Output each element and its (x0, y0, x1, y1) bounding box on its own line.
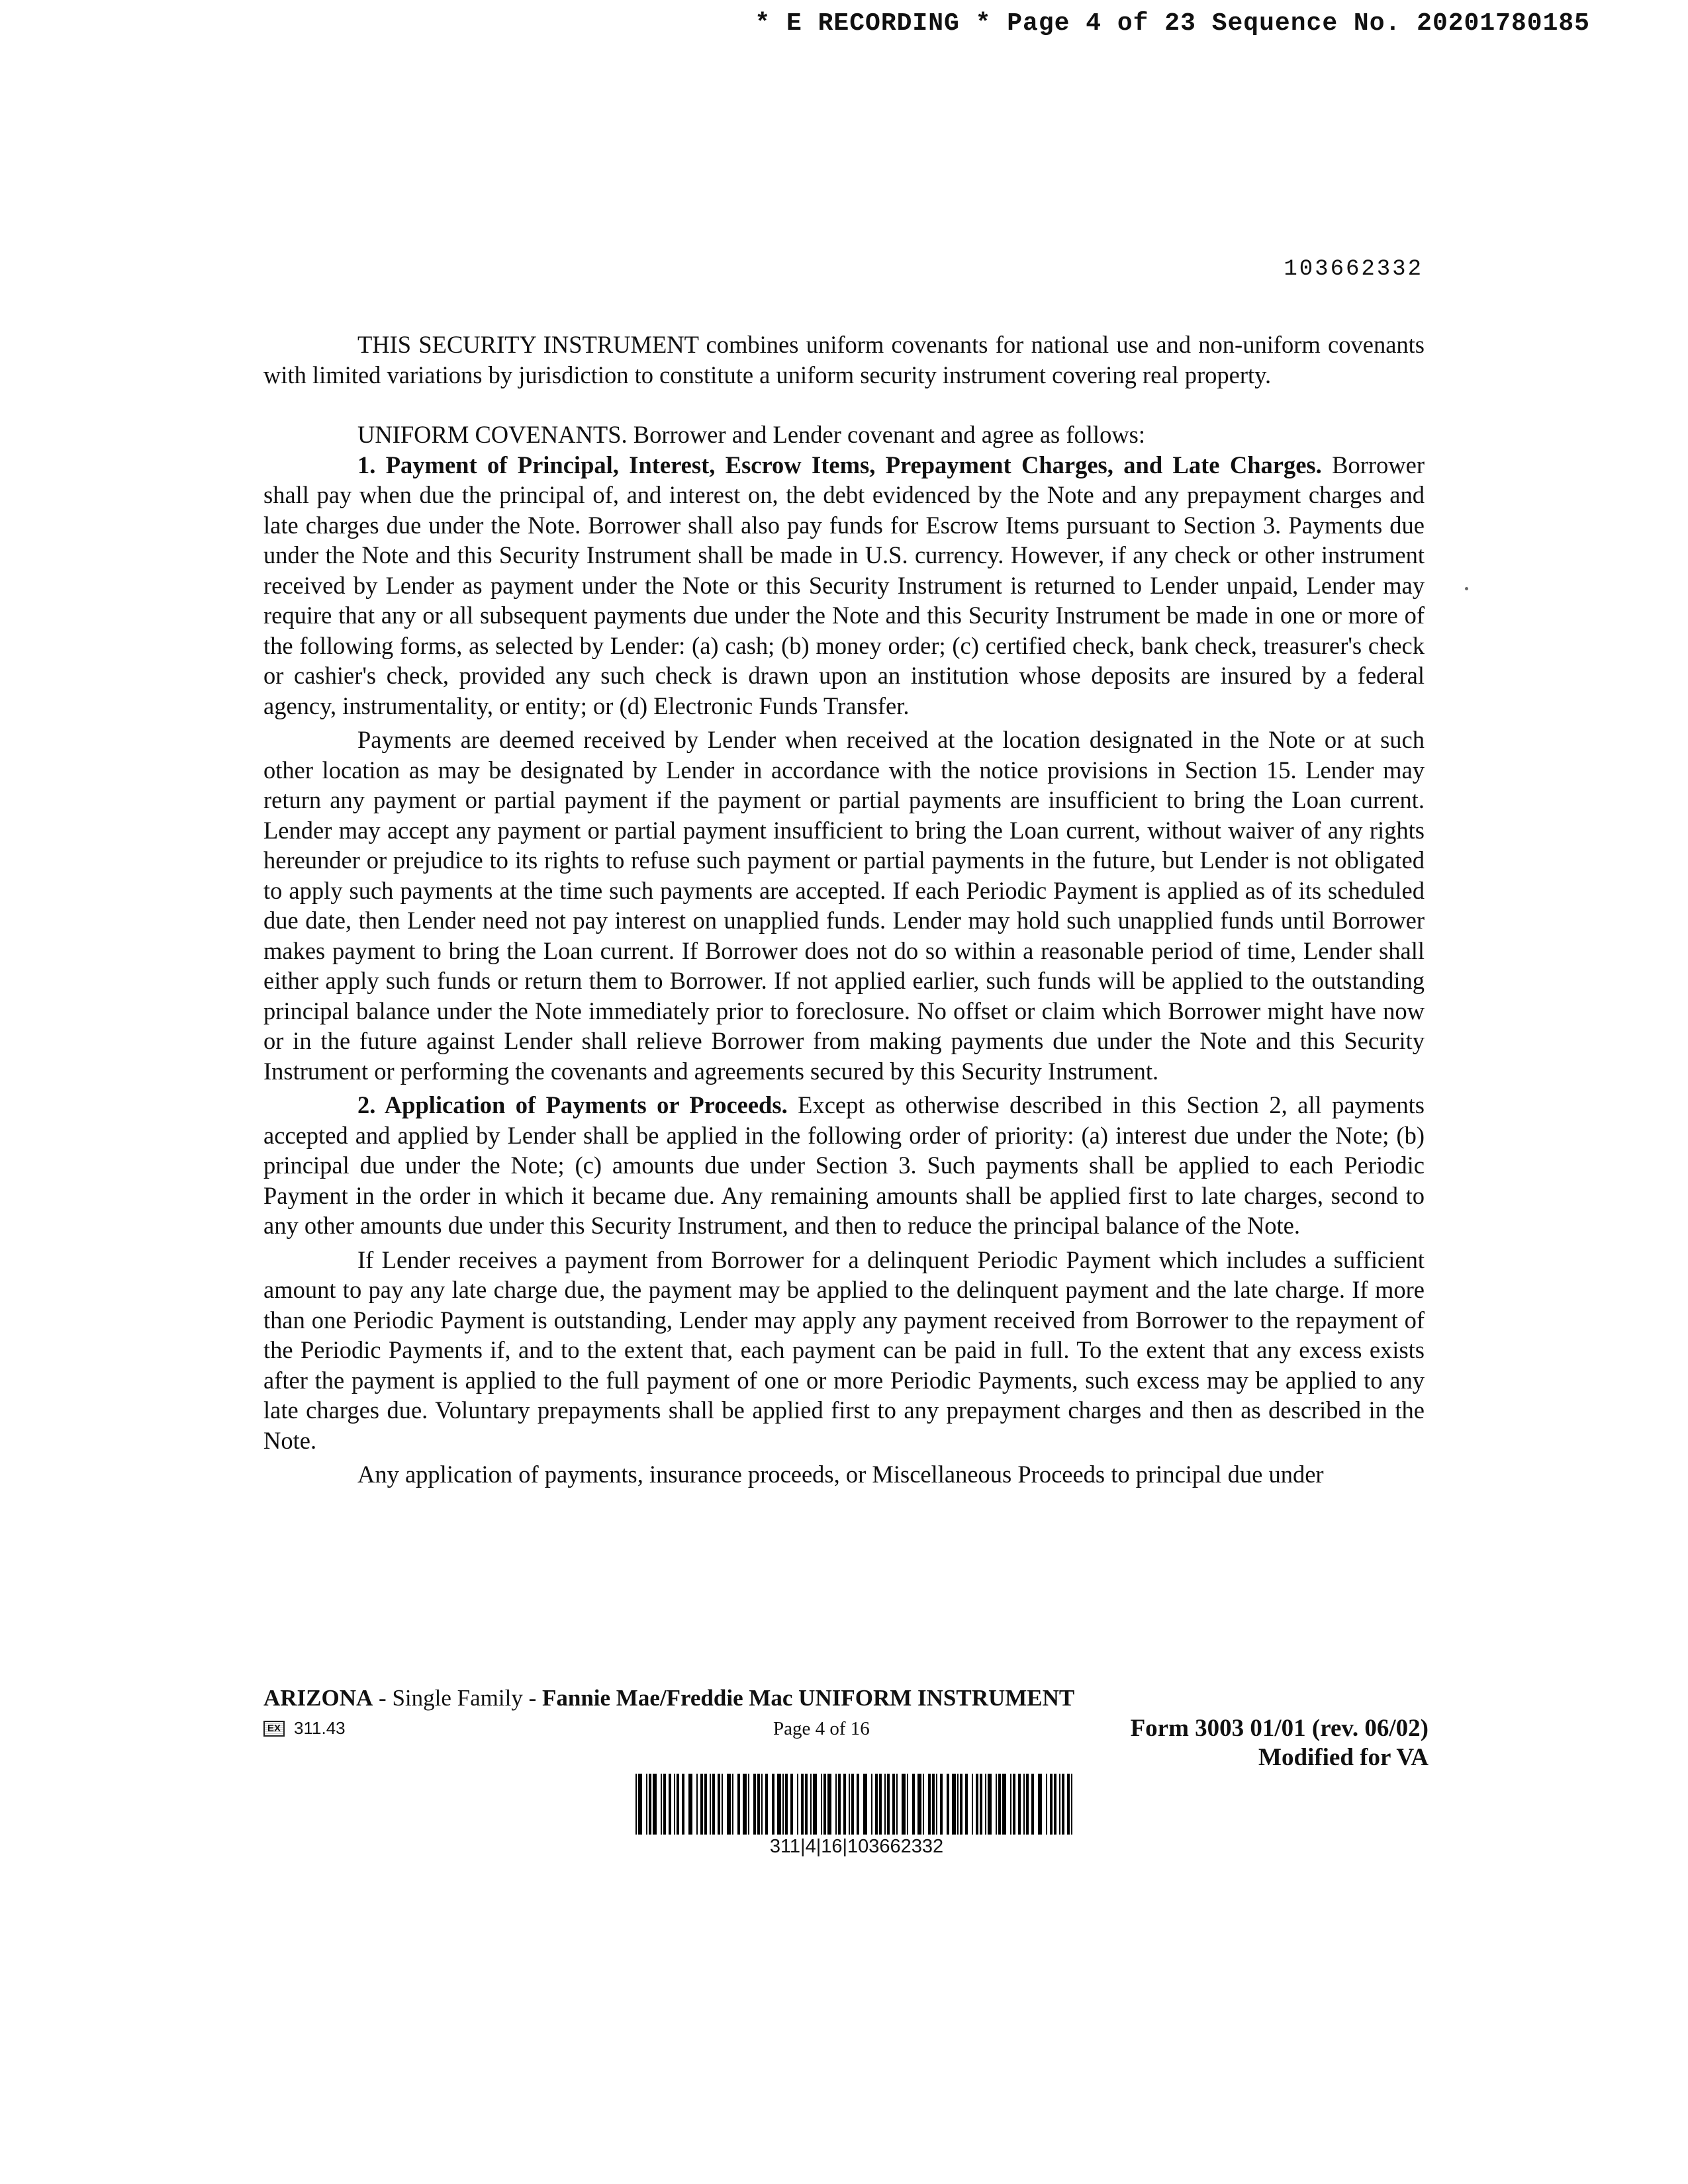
section-1-heading: 1. Payment of Principal, Interest, Escrow Items, Prepayment Charges, and Late Charges. (357, 451, 1322, 478)
section-2-paragraph (263, 1090, 1425, 1241)
section-2-heading: 2. Application of Payments or Proceeds. (357, 1091, 788, 1118)
document-body (263, 330, 1425, 1490)
barcode-block (634, 1774, 1079, 1858)
footer-separator: - Single Family - (373, 1685, 542, 1711)
barcode (634, 1774, 1079, 1835)
doc-code (263, 1718, 346, 1739)
footer-meta (263, 1714, 1429, 1743)
uniform-covenants-paragraph: UNIFORM COVENANTS. Borrower and Lender covenant and agree as follows: (357, 421, 1146, 448)
form-footer (263, 1685, 1429, 1772)
page-number: Page 4 of 16 (773, 1718, 870, 1739)
footer-state: ARIZONA (263, 1685, 373, 1711)
loan-number: 103662332 (1284, 257, 1423, 282)
doc-code-number: 311.43 (294, 1718, 346, 1738)
section-1-paragraph-2: Payments are deemed received by Lender when received at the location designated in the Note or at such other location as may be designated by Lender in accordance with the notice provisions in Section 15. Lender may return any payment or partial payment if the payment or partial payments are insufficient to bring the Loan current. Lender may accept any payment or partial payment insufficient to bring the Loan current, without waiver of any rights hereunder or prejudice to its rights to refuse such payment or partial payments in the future, but Lender is not obligated to apply such payments at the time such payments are accepted. If each Periodic Payment is applied as of its scheduled due date, then Lender need not pay interest on unapplied funds. Lender may hold such unapplied funds until Borrower makes payment to bring the Loan current. If Borrower does not do so within a reasonable period of time, Lender shall either apply such funds or return them to Borrower. If not applied earlier, such funds will be applied to the outstanding principal balance under the Note immediately prior to foreclosure. No offset or claim which Borrower might have now or in the future against Lender shall relieve Borrower from making payments due under the Note and this Security Instrument or performing the covenants and agreements secured by this Security Instrument. (263, 726, 1425, 1085)
section-2-paragraph-3: Any application of payments, insurance proceeds, or Miscellaneous Proceeds to principal due under (357, 1461, 1324, 1488)
footer-instrument: Fannie Mae/Freddie Mac UNIFORM INSTRUMENT (541, 1685, 1075, 1711)
scan-speck (1465, 587, 1468, 590)
footer-title (263, 1685, 1429, 1711)
section-1-text: Borrower shall pay when due the principal of, and interest on, the debt evidenced by the Note and any prepayment charges and late charges due under the Note. Borrower shall also pay funds for Escrow Items pursuant to Section 3. Payments due under the Note and this Security Instrument shall be made in U.S. currency. However, if any check or other instrument received by Lender as payment under the Note or this Security Instrument is returned to Lender unpaid, Lender may require that any or all subsequent payments due under the Note and this Security Instrument be made in one or more of the following forms, as selected by Lender: (a) cash; (b) money order; (c) certified check, bank check, treasurer's check or cashier's check, provided any such check is drawn upon an institution whose deposits are insured by a federal agency, instrumentality, or entity; or (d) Electronic Funds Transfer. (263, 451, 1425, 719)
section-2-paragraph-2: If Lender receives a payment from Borrower for a delinquent Periodic Payment which includes a sufficient amount to pay any late charge due, the payment may be applied to the delinquent payment and the late charge. If more than one Periodic Payment is outstanding, Lender may apply any payment received from Borrower to the repayment of the Periodic Payments if, and to the extent that, each payment can be paid in full. To the extent that any excess exists after the payment is applied to the full payment of one or more Periodic Payments, such excess may be applied to any late charges due. Voluntary prepayments shall be applied first to any prepayment charges and then as described in the Note. (263, 1246, 1425, 1454)
form-number: Form 3003 01/01 (rev. 06/02) (1130, 1715, 1429, 1742)
section-2-text: Except as otherwise described in this Section 2, all payments accepted and applied by Lender shall be applied in the following order of priority: (a) interest due under the Note; (b) principal due under the Note; (c) amounts due under Section 3. Such payments shall be applied to each Periodic Payment in the order in which it became due. Any remaining amounts shall be applied first to late charges, second to any other amounts due under this Security Instrument, and then to reduce the principal balance of the Note. (263, 1091, 1425, 1239)
recording-stamp: * E RECORDING * Page 4 of 23 Sequence No. 20201780185 (755, 9, 1590, 38)
barcode-text: 311|4|16|103662332 (769, 1836, 944, 1857)
section-1-paragraph (263, 450, 1425, 721)
modified-note: Modified for VA (1258, 1744, 1429, 1771)
intro-paragraph: THIS SECURITY INSTRUMENT combines uniform covenants for national use and non-uniform covenants with limited variations by jurisdiction to constitute a uniform security instrument covering real property. (263, 331, 1425, 388)
ellie-mae-logo-icon: EX (263, 1721, 285, 1737)
